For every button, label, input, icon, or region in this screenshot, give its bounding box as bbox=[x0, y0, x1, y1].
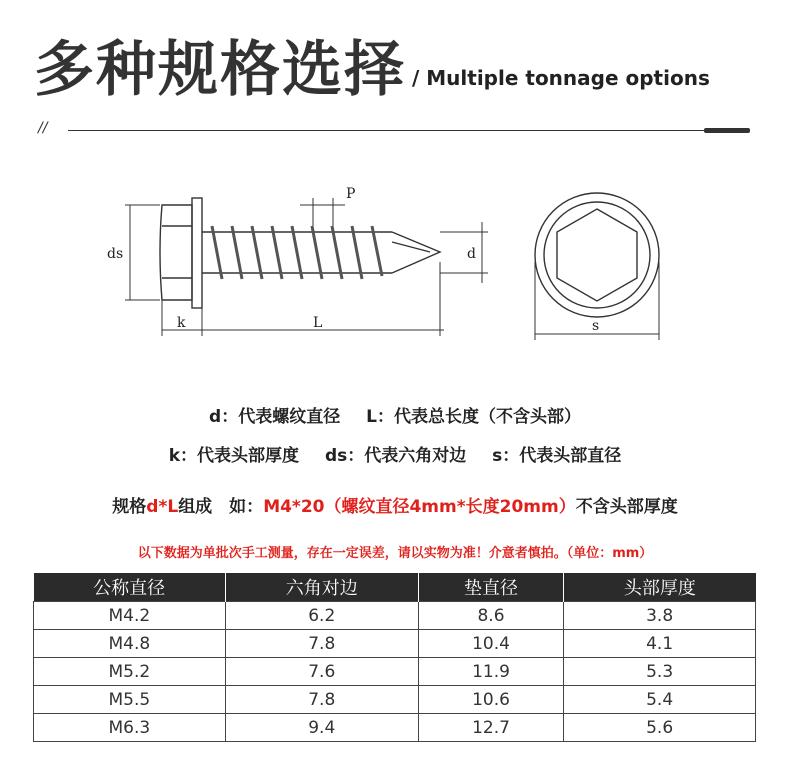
spec-example: M4*20（螺纹直径4mm*长度20mm） bbox=[263, 497, 576, 517]
legend-line-1 bbox=[0, 402, 790, 427]
table-cell: M5.2 bbox=[34, 658, 226, 686]
legend-d: d：代表螺纹直径 bbox=[209, 407, 341, 427]
label-ds: ds bbox=[107, 246, 124, 262]
table-cell: M4.8 bbox=[34, 630, 226, 658]
table-cell: 6.2 bbox=[225, 602, 418, 630]
table-row bbox=[34, 714, 756, 742]
spec-formula: d*L bbox=[146, 497, 179, 517]
spec-prefix: 规格 bbox=[112, 497, 147, 517]
page-title: 多种规格选择 bbox=[34, 35, 406, 105]
table-cell: 5.6 bbox=[564, 714, 756, 742]
legend-line-2 bbox=[0, 441, 790, 466]
screw-top-view bbox=[535, 193, 659, 317]
table-row bbox=[34, 602, 756, 630]
legend-ds: ds：代表六角对边 bbox=[324, 446, 467, 466]
label-p: P bbox=[346, 186, 356, 202]
table-cell: M5.5 bbox=[34, 686, 226, 714]
measurement-note: 以下数据为单批次手工测量，存在一定误差，请以实物为准！介意者慎拍。（单位：mm） bbox=[137, 546, 653, 561]
legend-k: k：代表头部厚度 bbox=[168, 446, 300, 466]
screw-dimension-diagram bbox=[0, 0, 790, 380]
table-cell: 3.8 bbox=[564, 602, 756, 630]
dim-p bbox=[300, 198, 345, 226]
table-cell: 9.4 bbox=[225, 714, 418, 742]
spec-suffix: 组成 如： bbox=[178, 497, 264, 517]
header-washer-diameter: 垫直径 bbox=[418, 573, 563, 602]
legend-s: s：代表头部直径 bbox=[492, 446, 622, 466]
dim-d bbox=[440, 222, 488, 283]
table-cell: 11.9 bbox=[418, 658, 563, 686]
table-cell: M6.3 bbox=[34, 714, 226, 742]
table-cell: 5.4 bbox=[564, 686, 756, 714]
label-k: k bbox=[177, 315, 186, 331]
legend-l: L：代表总长度（不含头部） bbox=[366, 407, 581, 427]
label-d: d bbox=[467, 246, 476, 262]
label-l: L bbox=[313, 315, 323, 331]
dim-ds bbox=[125, 205, 160, 300]
table-row bbox=[34, 658, 756, 686]
table-cell: M4.2 bbox=[34, 602, 226, 630]
table-row bbox=[34, 630, 756, 658]
header-hex-across-flats: 六角对边 bbox=[225, 573, 418, 602]
spec-description bbox=[0, 492, 790, 517]
table-cell: 7.6 bbox=[225, 658, 418, 686]
screw-side-view bbox=[160, 198, 440, 308]
header-head-thickness: 头部厚度 bbox=[564, 573, 756, 602]
table-header-row bbox=[34, 573, 756, 602]
table-cell: 8.6 bbox=[418, 602, 563, 630]
rule-mark: // bbox=[38, 120, 48, 136]
table-cell: 10.6 bbox=[418, 686, 563, 714]
table-cell: 10.4 bbox=[418, 630, 563, 658]
table-row bbox=[34, 686, 756, 714]
table-cell: 12.7 bbox=[418, 714, 563, 742]
spec-tail: 不含头部厚度 bbox=[575, 497, 678, 517]
page-subtitle: / Multiple tonnage options bbox=[412, 66, 710, 90]
table-cell: 5.3 bbox=[564, 658, 756, 686]
header-nominal-diameter: 公称直径 bbox=[34, 573, 226, 602]
table-cell: 4.1 bbox=[564, 630, 756, 658]
table-cell: 7.8 bbox=[225, 630, 418, 658]
label-s: s bbox=[592, 318, 600, 334]
table-cell: 7.8 bbox=[225, 686, 418, 714]
spec-table bbox=[33, 573, 756, 742]
